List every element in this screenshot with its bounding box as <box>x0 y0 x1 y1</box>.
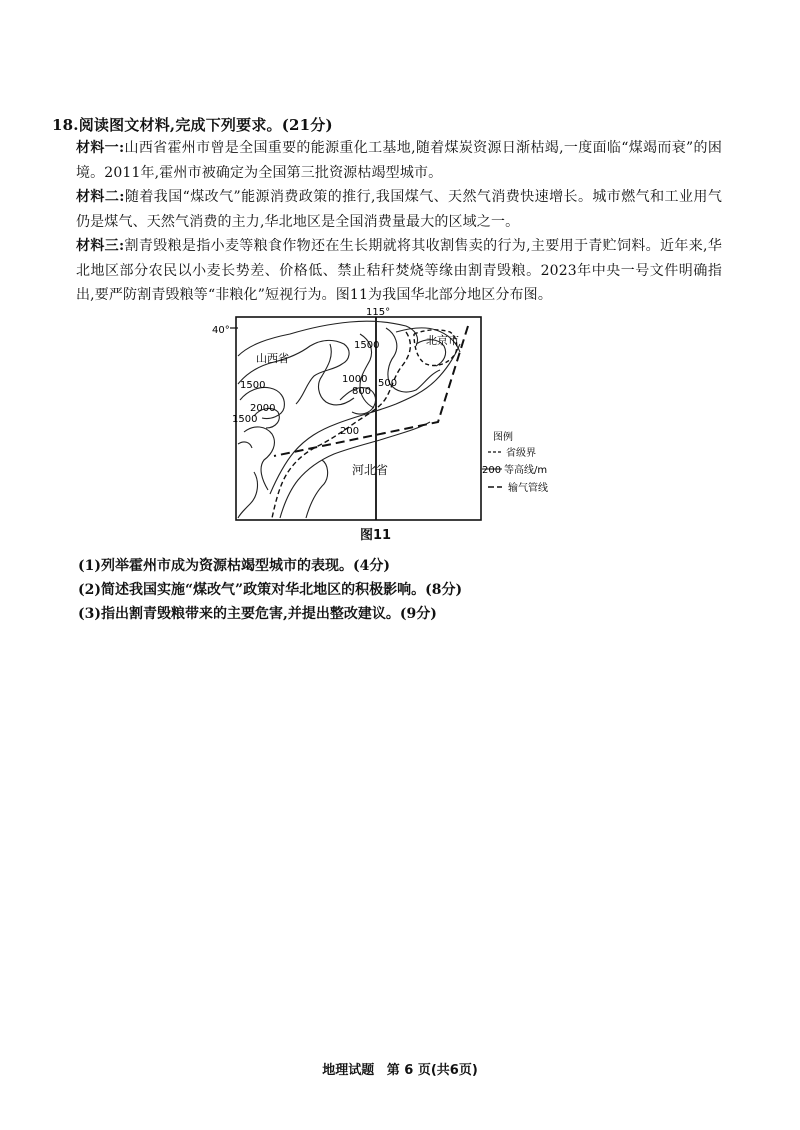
contour-label: 1500 <box>232 414 258 425</box>
region-beijing-label: 北京市 <box>426 334 459 347</box>
material-2 <box>76 185 722 234</box>
material-1-text: 山西省霍州市曾是全国重要的能源重化工基地,随着煤炭资源日渐枯竭,一度面临“煤竭而衰”的困境。2011年,霍州市被确定为全国第三批资源枯竭型城市。 <box>76 140 722 181</box>
region-hebei-label: 河北省 <box>352 463 389 477</box>
contour-label: 2000 <box>250 403 276 414</box>
contour-line <box>238 321 418 356</box>
sub-question-3: (3)指出割青毁粮带来的主要危害,并提出整改建议。(9分) <box>78 606 437 622</box>
legend-title: 图例 <box>493 432 513 443</box>
material-1-label: 材料一: <box>76 140 125 156</box>
question-title: 18.阅读图文材料,完成下列要求。(21分) <box>52 116 333 134</box>
contour-line <box>238 472 257 518</box>
material-2-text: 随着我国“煤改气”能源消费政策的推行,我国煤气、天然气消费快速增长。城市燃气和工业用气仍是煤气、天然气消费的主力,华北地区是全国消费量最大的区域之一。 <box>76 189 722 230</box>
contour-line <box>238 442 252 448</box>
contour-label: 1000 <box>342 374 368 385</box>
figure-caption: 图11 <box>360 528 392 543</box>
material-3 <box>76 234 722 308</box>
region-shanxi-label: 山西省 <box>256 352 289 365</box>
lat-label: 40° <box>212 325 230 336</box>
sub-question-1: (1)列举霍州市成为资源枯竭型城市的表现。(4分) <box>78 558 390 574</box>
legend-pipeline-label: 输气管线 <box>508 483 548 494</box>
contour-line <box>238 340 349 404</box>
legend-contour-sample: 200 <box>482 465 502 476</box>
contour-label: 1500 <box>240 380 266 391</box>
province-border-shanxi <box>272 332 410 518</box>
legend-border-label: 省级界 <box>506 448 536 459</box>
map-legend <box>482 430 548 494</box>
lon-label: 115° <box>366 307 391 318</box>
footer-page-number: 第 6 页(共6页) <box>386 1063 478 1078</box>
page-footer <box>0 1059 800 1078</box>
footer-subject: 地理试题 <box>322 1063 375 1078</box>
material-3-label: 材料三: <box>76 238 125 254</box>
material-2-label: 材料二: <box>76 189 125 205</box>
legend-contour-label: 等高线/m <box>504 465 548 476</box>
material-3-text: 割青毁粮是指小麦等粮食作物还在生长期就将其收割售卖的行为,主要用于青贮饲料。近年来,华北地区部分农民以小麦长势差、价格低、禁止秸秆焚烧等缘由割青毁粮。2023年中央一号文件明确指出,要严防割青毁粮等“非粮化”短视行为。图11为我国华北部分地区分布图。 <box>76 238 722 303</box>
map-svg <box>210 304 570 544</box>
contour-line <box>244 427 274 490</box>
figure-11-map <box>210 304 570 544</box>
contour-label: 200 <box>340 426 360 437</box>
contour-lines <box>238 321 460 518</box>
contour-label: 1500 <box>354 340 380 351</box>
contour-label: 500 <box>378 378 398 389</box>
material-1 <box>76 136 722 185</box>
contour-label: 800 <box>352 386 372 397</box>
sub-question-2: (2)简述我国实施“煤改气”政策对华北地区的积极影响。(8分) <box>78 582 463 598</box>
